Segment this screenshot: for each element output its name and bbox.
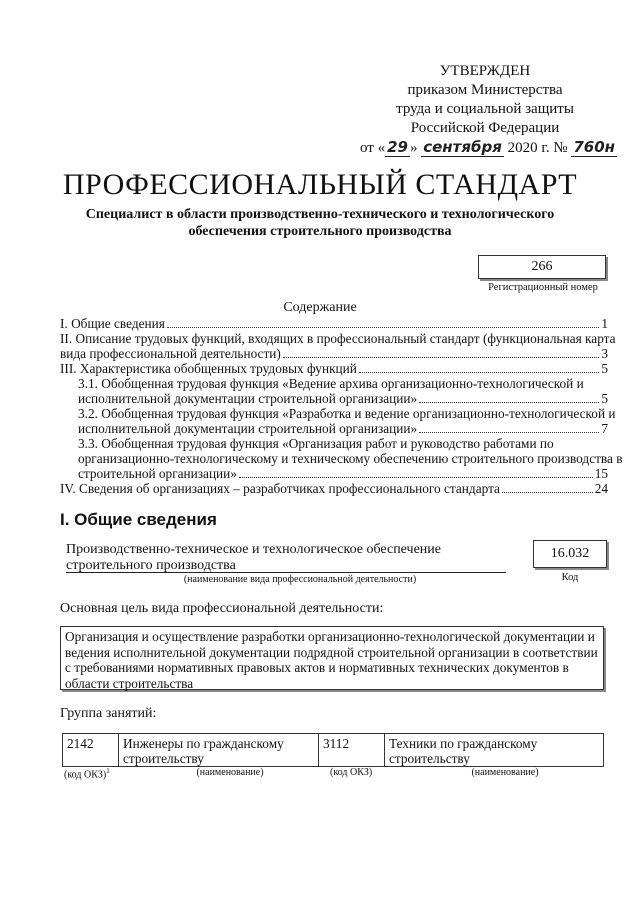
table-row <box>63 734 604 767</box>
date-prefix: от « <box>360 140 386 156</box>
toc-item-text: III. Характеристика обобщенных трудовых функций <box>60 361 357 376</box>
toc-page: 24 <box>594 481 608 496</box>
subtitle-line-2: обеспечения строительного производства <box>188 224 452 239</box>
date-mid: » <box>409 140 418 156</box>
toc-page: 15 <box>594 466 608 481</box>
toc-item-text: вида профессиональной деятельности) <box>60 346 281 361</box>
toc-heading: Содержание <box>283 300 357 315</box>
toc-item-3-1-line1: 3.1. Обобщенная трудовая функция «Ведение архива организационно-технологической и <box>78 376 584 391</box>
approval-block <box>360 62 616 158</box>
occupation-name-cell: Техники по гражданскому строительству <box>385 734 604 767</box>
toc-page: 3 <box>601 346 608 361</box>
occupation-group-table <box>62 733 604 767</box>
toc-item-text: исполнительной документации строительной организации» <box>78 421 418 436</box>
okz-code-cell: 2142 <box>63 734 119 767</box>
toc-leader <box>239 477 593 478</box>
activity-kind-line-1: Производственно-техническое и технологическое обеспечение <box>66 542 441 557</box>
toc-item-3-3[interactable] <box>60 466 608 481</box>
activity-code-label: Код <box>561 572 579 583</box>
toc-item-iv[interactable] <box>60 481 608 496</box>
toc-item-3-3-line2: организационно-технологическому и техническому обеспечению строительного производства в <box>78 451 623 466</box>
handwritten-month: сентября <box>423 138 502 156</box>
toc-item-ii-line1: II. Описание трудовых функций, входящих в профессиональный стандарт (функциональная карта <box>60 331 616 346</box>
activity-code-box: 16.032 <box>533 540 607 568</box>
toc-leader <box>419 432 599 433</box>
toc-item-iii[interactable] <box>60 361 608 376</box>
approval-date-line <box>360 138 616 158</box>
toc-item-3-1[interactable] <box>60 391 608 406</box>
toc-leader <box>359 372 599 373</box>
activity-kind-caption: (наименование вида профессиональной деятельности) <box>183 574 417 585</box>
toc-leader <box>502 492 593 493</box>
section-title: I. Общие сведения <box>60 510 217 529</box>
toc-item-text: I. Общие сведения <box>60 316 165 331</box>
toc-page: 5 <box>601 391 608 406</box>
goal-text-box: Организация и осуществление разработки организационно-технологической документации и ведения исполнительной документации подрядной строительной организации в соответствии с требованиями нормативных правовых актов и нормативных технических документов в области строительства <box>60 626 604 690</box>
table-of-contents <box>60 316 623 496</box>
okz-code-caption-2: (код ОКЗ) <box>330 767 373 778</box>
underline-divider <box>66 572 506 573</box>
approval-line-2: приказом Министерства <box>407 82 563 98</box>
toc-page: 1 <box>601 316 608 331</box>
handwritten-day: 29 <box>387 138 408 156</box>
toc-page: 5 <box>601 361 608 376</box>
toc-leader <box>167 327 599 328</box>
toc-item-3-3-line1: 3.3. Обобщенная трудовая функция «Организация работ и руководство работами по <box>78 436 554 451</box>
occupation-name-caption-2: (наименование) <box>471 767 539 778</box>
toc-page: 7 <box>601 421 608 436</box>
occupation-group-label: Группа занятий: <box>60 706 157 721</box>
activity-kind-line-2: строительного производства <box>66 558 236 573</box>
toc-item-text: исполнительной документации строительной организации» <box>78 391 418 406</box>
toc-leader <box>419 402 599 403</box>
registration-number-label: Регистрационный номер <box>488 282 598 293</box>
approval-line-4: Российской Федерации <box>410 120 560 136</box>
approval-line-3: труда и социальной защиты <box>396 101 574 117</box>
toc-item-text: строительной организации» <box>78 466 237 481</box>
occupation-name-caption: (наименование) <box>196 767 264 778</box>
okz-code-caption <box>64 767 110 780</box>
toc-leader <box>283 357 600 358</box>
document-title: ПРОФЕССИОНАЛЬНЫЙ СТАНДАРТ <box>62 168 578 201</box>
footnote-marker: 1 <box>106 767 110 775</box>
toc-item-i[interactable] <box>60 316 608 331</box>
activity-kind-name <box>66 542 506 574</box>
toc-item-3-2[interactable] <box>60 421 608 436</box>
occupation-name-cell: Инженеры по гражданскому строительству <box>119 734 319 767</box>
toc-item-ii[interactable] <box>60 346 608 361</box>
registration-number-box: 266 <box>478 255 606 279</box>
toc-item-text: IV. Сведения об организациях – разработчиках профессионального стандарта <box>60 481 500 496</box>
caption-text: (код ОКЗ) <box>64 769 107 781</box>
date-year: 2020 г. № <box>507 140 568 156</box>
document-subtitle <box>60 206 580 240</box>
approval-line-1: УТВЕРЖДЕН <box>439 63 531 79</box>
handwritten-number: 760н <box>573 138 616 156</box>
toc-item-3-2-line1: 3.2. Обобщенная трудовая функция «Разработка и ведение организационно-технологической и <box>78 406 616 421</box>
goal-label: Основная цель вида профессиональной деятельности: <box>60 601 384 616</box>
subtitle-line-1: Специалист в области производственно-технического и технологического <box>85 207 555 222</box>
okz-code-cell: 3112 <box>319 734 385 767</box>
